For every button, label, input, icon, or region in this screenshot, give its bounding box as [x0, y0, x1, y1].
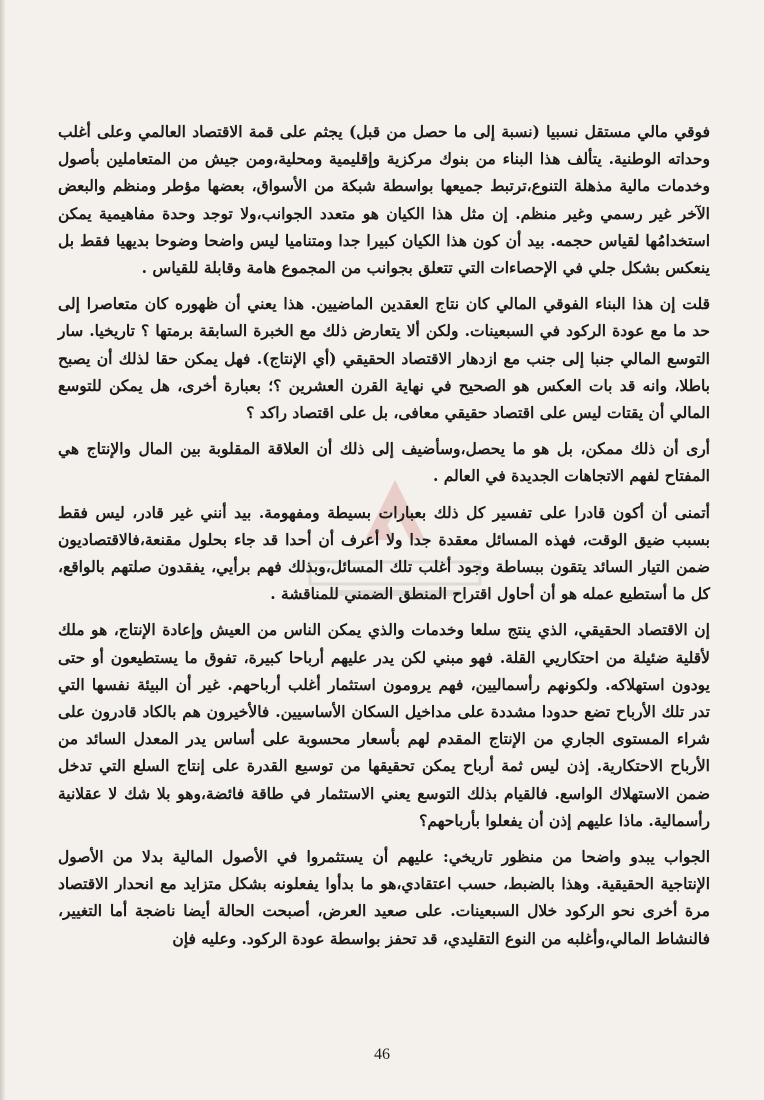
paragraph-4: أتمنى أن أكون قادرا على تفسير كل ذلك بعبارات بسيطة ومفهومة. بيد أنني غير قادر، ليس فقط بسبب ضيق الوقت، فهذه المسائل معقدة جدا ولا أعرف أن أحدا قد جاء بحلول مقنعة،فالاقتصاديون ضمن التيار السائد يتقون ببساطة وجود أغلب تلك المسائل،وبذلك فهم برأيي، يفقدون صلتهم بالواقع، كل ما أستطيع عمله هو أن أحاول اقتراح المنطق الضمني للمناقشة .	[58, 502, 710, 604]
body-text	[58, 118, 710, 961]
paragraph-5: إن الاقتصاد الحقيقي، الذي ينتج سلعا وخدمات والذي يمكن الناس من العيش وإعادة الإنتاج، هو ملك لأقلية ضئيلة من احتكاريي القلة. فهو مبني لكن يدر عليهم أرباحا كبيرة، تفوق ما يستطيعون أو حتى يودون استهلاكه. ولكونهم رأسماليين، فهم يرومون استثمار أغلب أرباحهم. غير أن البيئة نفسها التي تدر تلك الأرباح تضع حدودا مشددة على مداخيل السكان الأساسيين. فالأخيرون هم بالكاد قادرون على شراء المستوى الجاري من الإنتاج المقدم لهم بأسعار محسوبة على أساس يدر المعدل السائد من الأرباح الاحتكارية. إذن ليس ثمة أرباح يمكن تحقيقها من توسيع القدرة على إنتاج السلع التي تدخل ضمن الاستهلاك الواسع. فالقيام بذلك التوسع يعني الاستثمار في طاقة فائضة،وهو بلا شك لا عقلانية رأسمالية. ماذا عليهم إذن أن يفعلوا بأرباحهم؟	[58, 620, 710, 830]
paragraph-6: الجواب يبدو واضحا من منظور تاريخي: عليهم أن يستثمروا في الأصول المالية بدلا من الأصول الإنتاجية الحقيقية. وهذا بالضبط، حسب اعتقادي،هو ما بدأوا يفعلونه بشكل متزايد مع انحدار الاقتصاد مرة أخرى نحو الركود خلال السبعينات. على صعيد العرض، أصبحت الحالة أيضا ناضجة أما التغيير، فالنشاط المالي،وأغلبه من النوع التقليدي، قد تحفز بواسطة عودة الركود. وعليه فإن	[58, 847, 710, 948]
paragraph-2: قلت إن هذا البناء الفوقي المالي كان نتاج العقدين الماضيين. هذا يعني أن ظهوره كان متعاصرا إلى حد ما مع عودة الركود في السبعينات. ولكن ألا يتعارض ذلك مع الخبرة السابقة برمتها ؟ تاريخيا. سار التوسع المالي جنبا إلى جنب مع ازدهار الاقتصاد الحقيقي (أي الإنتاج). فهل يمكن حقا لذلك أن يصبح باطلا، وانه قد بات العكس هو الصحيح في نهاية القرن العشرين ؟؛ بعبارة أخرى، هل يمكن للتوسع المالي أن يقتات ليس على اقتصاد حقيقي معافى، بل على اقتصاد راكد ؟	[58, 294, 710, 423]
page-number: 46	[374, 1046, 390, 1063]
page-edge-shadow	[0, 0, 6, 1100]
paragraph-3: أرى أن ذلك ممكن، بل هو ما يحصل،وسأضيف إلى ذلك أن العلاقة المقلوبة بين المال والإنتاج هي المفتاح لفهم الاتجاهات الجديدة في العالم .	[58, 439, 710, 486]
paragraph-1: فوقي مالي مستقل نسبيا (نسبة إلى ما حصل من قبل) يجثم على قمة الاقتصاد العالمي وعلى أغلب وحداته الوطنية. يتألف هذا البناء من بنوك مركزية وإقليمية ومحلية،ومن جيش من المتعاملين بأصول وخدمات مالية مذهلة التنوع،ترتبط جميعها بواسطة شبكة من الأسواق، بعضها مؤطر ومنظم والبعض الآخر غير رسمي وغير منظم. إن مثل هذا الكيان هو متعدد الجوانب،ولا توجد وحدة مفاهيمية يمكن استخدامُها لقياس حجمه. بيد أن كون هذا الكيان كبيرا جدا ومتناميا ليس واضحا وضوحا بديهيا فقط بل ينعكس بشكل جلي في الإحصاءات التي تتعلق بجوانب من المجموع هامة وقابلة للقياس .	[58, 122, 710, 278]
